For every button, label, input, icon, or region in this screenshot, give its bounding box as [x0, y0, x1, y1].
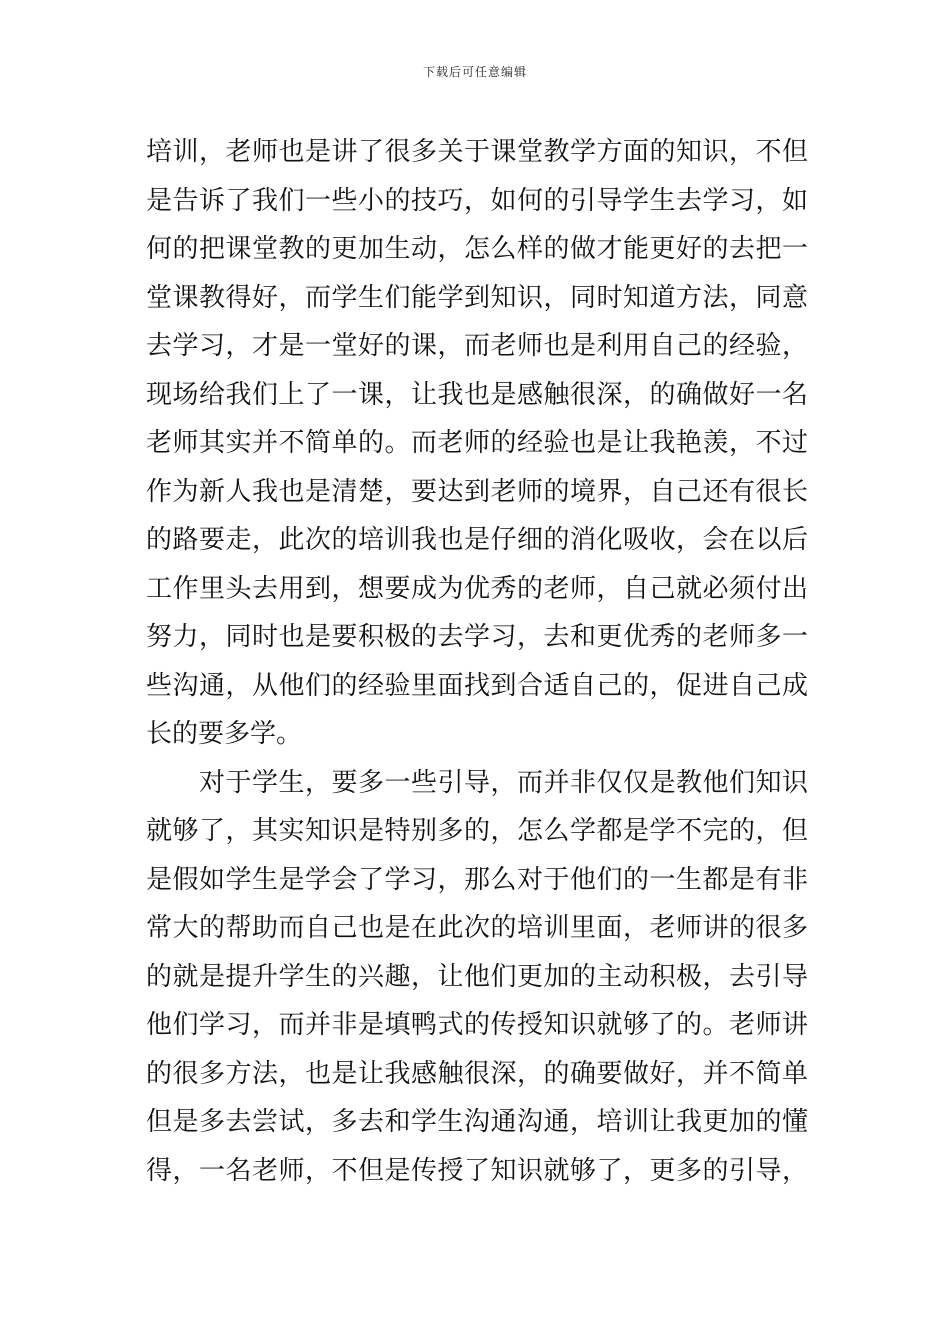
text-line: 是假如学生是学会了学习，那么对于他们的一生都是有非: [146, 864, 808, 895]
paragraph-start-line: 对于学生，要多一些引导，而并非仅仅是教他们知识: [199, 767, 808, 798]
text-line: 就够了，其实知识是特别多的，怎么学都是学不完的，但: [146, 816, 808, 846]
text-line: 他们学习，而并非是填鸭式的传授知识就够了的。老师讲: [146, 1010, 808, 1040]
text-line: 何的把课堂教的更加生动，怎么样的做才能更好的去把一: [146, 234, 808, 264]
text-line: 老师其实并不简单的。而老师的经验也是让我艳羡，不过: [146, 428, 808, 458]
body-text: [146, 128, 808, 1195]
text-line: 培训，老师也是讲了很多关于课堂教学方面的知识，不但: [146, 137, 808, 167]
text-line: 现场给我们上了一课，让我也是感触很深，的确做好一名: [146, 379, 808, 410]
text-line: 些沟通，从他们的经验里面找到合适自己的，促进自己成: [146, 670, 808, 701]
text-line: 但是多去尝试，多去和学生沟通沟通，培训让我更加的懂: [146, 1107, 808, 1137]
text-line: 堂课教得好，而学生们能学到知识，同时知道方法，同意: [146, 282, 808, 313]
header-note: 下载后可任意编辑: [422, 65, 527, 79]
text-line: 努力，同时也是要积极的去学习，去和更优秀的老师多一: [146, 622, 808, 652]
text-line: 工作里头去用到，想要成为优秀的老师，自己就必须付出: [146, 573, 808, 604]
text-line: 是告诉了我们一些小的技巧，如何的引导学生去学习，如: [146, 185, 808, 216]
text-line: 得，一名老师，不但是传授了知识就够了，更多的引导，: [146, 1155, 808, 1186]
paragraph-end-line: 长的要多学。: [146, 719, 303, 749]
text-line: 的路要走，此次的培训我也是仔细的消化吸收，会在以后: [146, 525, 808, 555]
text-line: 常大的帮助而自己也是在此次的培训里面，老师讲的很多: [146, 913, 808, 943]
text-line: 去学习，才是一堂好的课，而老师也是利用自己的经验，: [146, 331, 808, 361]
text-line: 的就是提升学生的兴趣，让他们更加的主动积极，去引导: [146, 961, 808, 992]
text-line: 的很多方法，也是让我感触很深，的确要做好，并不简单: [146, 1058, 808, 1089]
text-line: 作为新人我也是清楚，要达到老师的境界，自己还有很长: [146, 476, 808, 507]
